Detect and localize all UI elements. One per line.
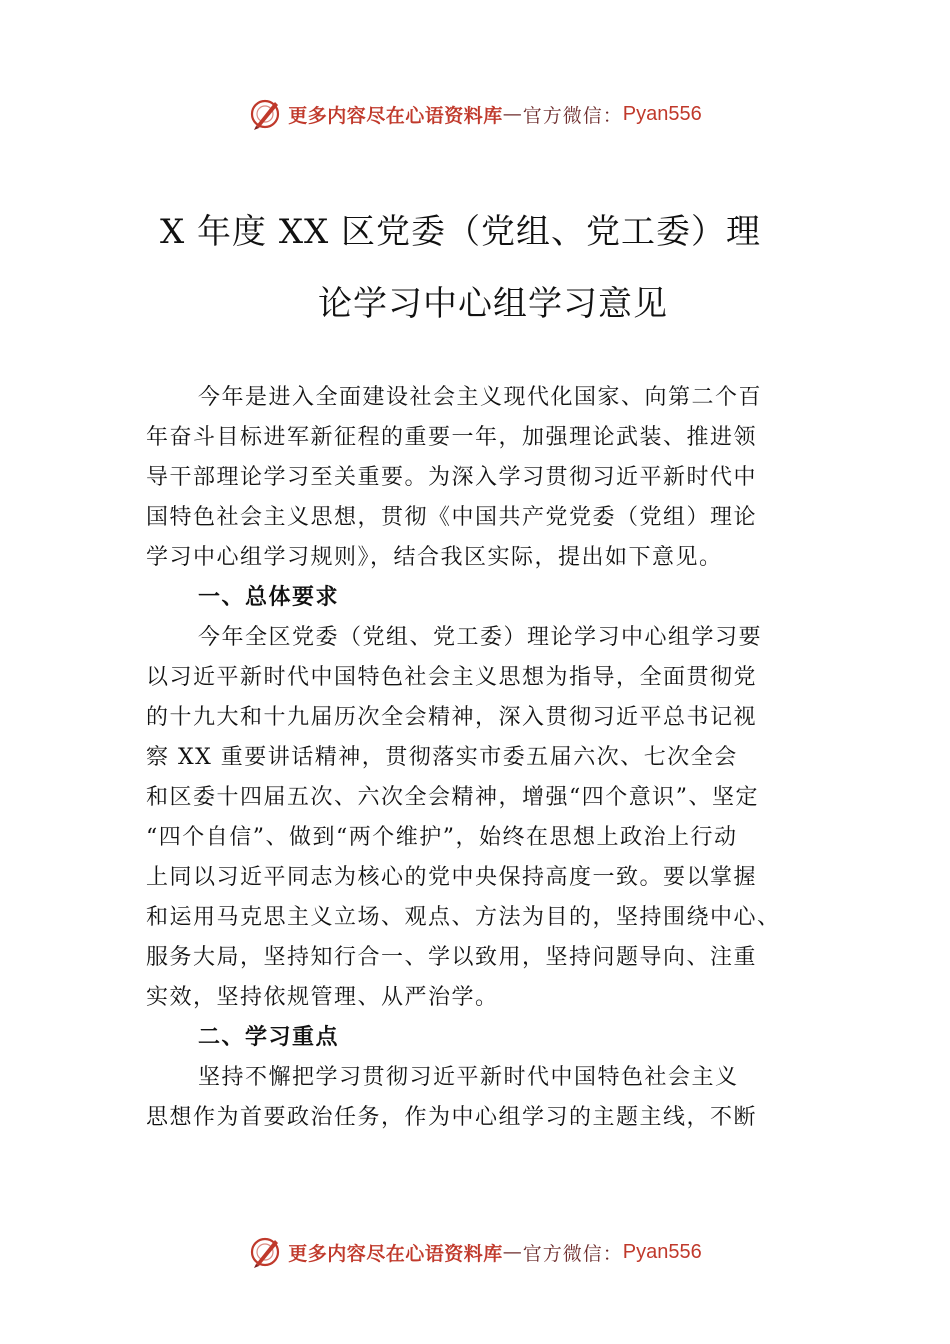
banner-label: 官方微信： — [522, 104, 623, 127]
paragraph-line: 今年是进入全面建设社会主义现代化国家、向第二个百 — [198, 385, 763, 410]
paragraph-line: 察 XX 重要讲话精神，贯彻落实市委五届六次、七次全会 — [146, 745, 738, 770]
section-heading-1: 一、总体要求 — [198, 585, 340, 610]
document-title-line-1: X 年度 XX 区党委（党组、党工委）理 — [160, 212, 762, 252]
paragraph-line: 思想作为首要政治任务，作为中心组学习的主题主线，不断 — [146, 1105, 758, 1130]
banner-account: Pyan556 — [622, 102, 702, 125]
document-title-line-2: 论学习中心组学习意见 — [318, 284, 668, 324]
paragraph-line: 学习中心组学习规则》，结合我区实际，提出如下意见。 — [146, 545, 723, 570]
paragraph-line: 的十九大和十九届历次全会精神，深入贯彻习近平总书记视 — [146, 705, 758, 730]
banner-slogan: 更多内容尽在心语资料库 — [288, 104, 503, 127]
banner-slogan: 更多内容尽在心语资料库 — [288, 1242, 503, 1265]
paragraph-line: 服务大局，坚持知行合一、学以致用，坚持问题导向、注重 — [146, 945, 758, 970]
paragraph-line: 和运用马克思主义立场、观点、方法为目的，坚持围绕中心、 — [146, 905, 781, 930]
paragraph-line: 今年全区党委（党组、党工委）理论学习中心组学习要 — [198, 625, 763, 650]
banner-separator: — — [502, 103, 523, 125]
paragraph-line: 年奋斗目标进军新征程的重要一年，加强理论武装、推进领 — [146, 425, 758, 450]
paragraph-line: 和区委十四届五次、六次全会精神，增强“四个意识”、坚定 — [146, 785, 759, 810]
paragraph-line: “四个自信”、做到“两个维护”，始终在思想上政治上行动 — [146, 825, 738, 850]
banner-label: 官方微信： — [522, 1242, 623, 1265]
paragraph-line: 实效，坚持依规管理、从严治学。 — [146, 985, 499, 1010]
top-banner — [0, 94, 950, 134]
banner-account: Pyan556 — [622, 1240, 702, 1263]
pen-logo-icon — [248, 96, 284, 132]
paragraph-line: 坚持不懈把学习贯彻习近平新时代中国特色社会主义 — [198, 1065, 739, 1090]
bottom-banner — [0, 1232, 950, 1272]
paragraph-line: 国特色社会主义思想，贯彻《中国共产党党委（党组）理论 — [146, 505, 758, 530]
paragraph-line: 上同以习近平同志为核心的党中央保持高度一致。要以掌握 — [146, 865, 758, 890]
section-heading-2: 二、学习重点 — [198, 1025, 340, 1050]
document-body — [146, 378, 816, 1138]
pen-logo-icon — [248, 1234, 284, 1270]
paragraph-line: 导干部理论学习至关重要。为深入学习贯彻习近平新时代中 — [146, 465, 758, 490]
banner-separator: — — [502, 1241, 523, 1263]
paragraph-line: 以习近平新时代中国特色社会主义思想为指导，全面贯彻党 — [146, 665, 758, 690]
